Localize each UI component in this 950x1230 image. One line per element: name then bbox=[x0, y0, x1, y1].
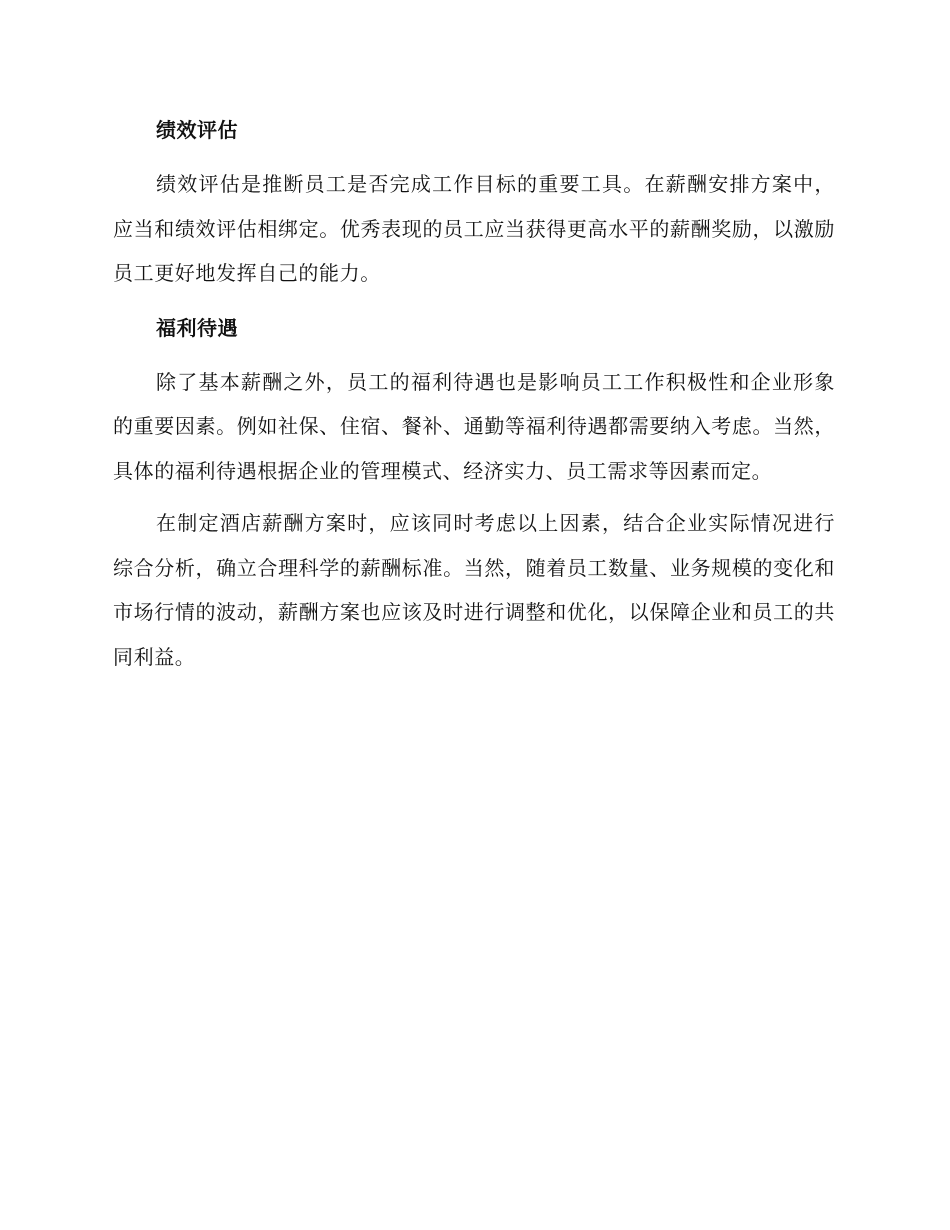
section-heading-performance-evaluation: 绩效评估 bbox=[156, 118, 238, 142]
paragraph-performance-evaluation: 绩效评估是推断员工是否完成工作目标的重要工具。在薪酬安排方案中，应当和绩效评估相绑定。优秀表现的员工应当获得更高水平的薪酬奖励，以激励员工更好地发挥自己的能力。 bbox=[113, 172, 835, 285]
paragraph-benefits: 除了基本薪酬之外，员工的福利待遇也是影响员工工作积极性和企业形象的重要因素。例如社保、住宿、餐补、通勤等福利待遇都需要纳入考虑。当然，具体的福利待遇根据企业的管理模式、经济实力、员工需求等因素而定。 bbox=[113, 369, 835, 483]
paragraph-conclusion: 在制定酒店薪酬方案时，应该同时考虑以上因素，结合企业实际情况进行综合分析，确立合理科学的薪酬标准。当然，随着员工数量、业务规模的变化和市场行情的波动，薪酬方案也应该及时进行调整和优化，以保障企业和员工的共同利益。 bbox=[113, 511, 835, 669]
document-page bbox=[113, 112, 835, 679]
section-heading-benefits: 福利待遇 bbox=[156, 315, 238, 340]
